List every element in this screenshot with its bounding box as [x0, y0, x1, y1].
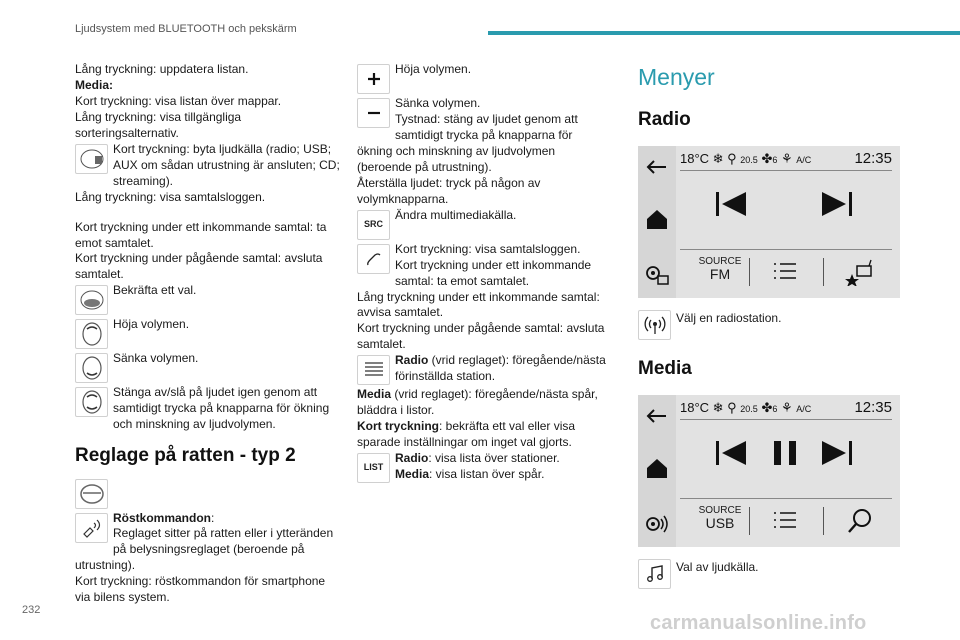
next-track-icon[interactable]: [822, 192, 852, 216]
media-caption: Val av ljudkälla.: [676, 560, 759, 575]
previous-track-icon[interactable]: [716, 441, 746, 465]
column-left: [75, 62, 340, 606]
item-steering-wheel: [75, 477, 340, 511]
text-p11: Sänka volymen.: [113, 351, 199, 366]
radio-caption: Välj en radiostation.: [676, 310, 782, 325]
label-voice-colon: :: [211, 510, 215, 525]
label-c2-media2: Media: [395, 467, 430, 482]
label-c2-radio2: Radio: [395, 451, 429, 466]
src-button-icon: SRC: [357, 210, 390, 240]
header-title: Ljudsystem med BLUETOOTH och pekskärm: [75, 23, 297, 35]
wheel-press-icon: [75, 285, 108, 315]
text-p12: Stänga av/slå på ljudet igen genom att samtidigt trycka på knapparna för ökning och minskning av ljudvolymen.: [113, 385, 330, 432]
text-p4: Lång tryckning: visa tillgängliga sorteringsalternativ.: [75, 109, 242, 140]
phone-icon: [357, 244, 390, 274]
label-voice-commands: Röstkommandon: [113, 510, 212, 525]
status-bar-media: 18°C ❄ ⚲ 20.5 ✤6 ⚘ A/C: [680, 400, 812, 416]
text-c2-p10: (vrid reglaget): föregående/nästa förinställda station.: [395, 353, 606, 384]
radio-signal-icon: [638, 310, 671, 340]
item-list: [357, 451, 609, 485]
minus-icon: [357, 98, 390, 128]
item-vol-plus: [357, 62, 609, 96]
text-p1: Lång tryckning: uppdatera listan.: [75, 62, 249, 76]
item-src: [357, 208, 609, 242]
column-middle: [357, 62, 609, 485]
text-c2-p13: : visa lista över stationer.: [428, 451, 560, 466]
list-icon[interactable]: [772, 507, 798, 533]
text-c2-p7: Kort tryckning under ett inkommande samtal: ta emot samtalet.: [395, 257, 592, 288]
item-source-switch: [75, 142, 340, 190]
plus-icon: [357, 64, 390, 94]
column-right: [638, 62, 903, 591]
page-number: 232: [22, 604, 41, 616]
media-transport-controls: [638, 435, 900, 475]
item-mute: [75, 385, 340, 433]
steering-switch-icon: [75, 144, 108, 174]
item-vol-minus: [357, 96, 609, 176]
radio-caption-row: [638, 308, 903, 342]
text-p8: Kort tryckning under pågående samtal: avsluta samtalet.: [75, 251, 323, 282]
text-p10: Höja volymen.: [113, 317, 190, 332]
text-c2-p4: Återställa ljudet: tryck på någon av volymknapparna.: [357, 175, 541, 206]
item-phone: [357, 242, 609, 290]
text-c2-p5: Ändra multimediakälla.: [395, 207, 517, 222]
item-voice-command: [75, 511, 340, 575]
list-button-icon: LIST: [357, 453, 390, 483]
status-bar: 18°C ❄ ⚲ 20.5 ✤6 ⚘ A/C: [680, 150, 812, 166]
back-arrow-icon[interactable]: [644, 403, 670, 429]
voice-command-icon: [75, 513, 108, 543]
text-p9: Bekräfta ett val.: [113, 283, 197, 298]
music-note-icon: [638, 559, 671, 589]
steering-wheel-icon: [75, 479, 108, 509]
text-p14: Reglaget sitter på ratten eller i ytteränden på belysningsreglaget (beroende på utrustning).: [75, 526, 334, 573]
label-c2-media: Media: [357, 387, 392, 402]
item-volume-down: [75, 351, 340, 385]
label-c2-short-press: Kort tryckning: [357, 419, 440, 434]
text-c2-p11: (vrid reglaget): föregående/nästa spår, bläddra i listor.: [357, 387, 598, 418]
label-media: Media:: [75, 77, 114, 92]
item-volume-up: [75, 317, 340, 351]
text-c2-p6: Kort tryckning: visa samtalsloggen.: [395, 241, 581, 256]
clock-media: 12:35: [854, 399, 892, 417]
text-c2-p14: : visa listan över spår.: [429, 467, 545, 482]
media-heading: Media: [638, 357, 692, 379]
label-c2-radio: Radio: [395, 353, 429, 368]
item-scroll-wheel: [357, 353, 609, 387]
text-c2-p9: Kort tryckning under pågående samtal: avsluta samtalet.: [357, 321, 605, 352]
radio-transport-controls: [638, 186, 900, 226]
media-caption-row: [638, 557, 903, 591]
text-c2-p2: Sänka volymen.: [395, 96, 481, 110]
settings-radio-icon[interactable]: [644, 262, 670, 288]
source-button-media[interactable]: SOURCE USB: [698, 505, 742, 532]
pause-icon[interactable]: [774, 441, 796, 465]
clock: 12:35: [854, 149, 892, 167]
list-icon[interactable]: [772, 258, 798, 284]
text-c2-p8: Lång tryckning under ett inkommande samtal: avvisa samtalet.: [357, 289, 600, 320]
text-c2-p1: Höja volymen.: [395, 62, 472, 76]
scroll-wheel-icon: [357, 355, 390, 385]
radio-heading: Radio: [638, 108, 691, 130]
text-p15: Kort tryckning: röstkommandon för smartphone via bilens system.: [75, 574, 326, 605]
source-button[interactable]: SOURCE FM: [698, 255, 742, 282]
item-confirm: [75, 283, 340, 317]
text-c2-p3: Tystnad: stäng av ljudet genom att samtidigt trycka på knapparna för ökning och minskning av ljudvolymen (beroende på utrustning).: [357, 111, 578, 174]
text-p5: Kort tryckning: byta ljudkälla (radio; USB; AUX om sådan utrustning är ansluten; CD; streaming).: [113, 141, 340, 188]
section-heading-type2: Reglage på ratten - typ 2: [75, 445, 296, 467]
text-p7: Kort tryckning under ett inkommande samtal: ta emot samtalet.: [75, 219, 327, 250]
search-icon[interactable]: [846, 507, 874, 535]
back-arrow-icon[interactable]: [644, 154, 670, 180]
favorite-station-icon[interactable]: [844, 258, 874, 286]
header-accent-bar: [488, 31, 960, 35]
text-c2-p12: : bekräfta ett val eller visa sparade inställningar om inget val gjorts.: [357, 419, 576, 450]
menus-heading: Menyer: [638, 64, 715, 90]
radio-screen: [638, 146, 900, 298]
next-track-icon[interactable]: [822, 441, 852, 465]
wheel-roll-both-icon: [75, 387, 108, 417]
text-p6: Lång tryckning: visa samtalsloggen.: [75, 189, 266, 204]
text-p3: Kort tryckning: visa listan över mappar.: [75, 93, 282, 108]
previous-track-icon[interactable]: [716, 192, 746, 216]
wheel-roll-down-icon: [75, 353, 108, 383]
settings-media-icon[interactable]: [644, 511, 670, 537]
wheel-roll-up-icon: [75, 319, 108, 349]
media-screen: [638, 395, 900, 547]
watermark: carmanualsonline.info: [650, 612, 867, 634]
